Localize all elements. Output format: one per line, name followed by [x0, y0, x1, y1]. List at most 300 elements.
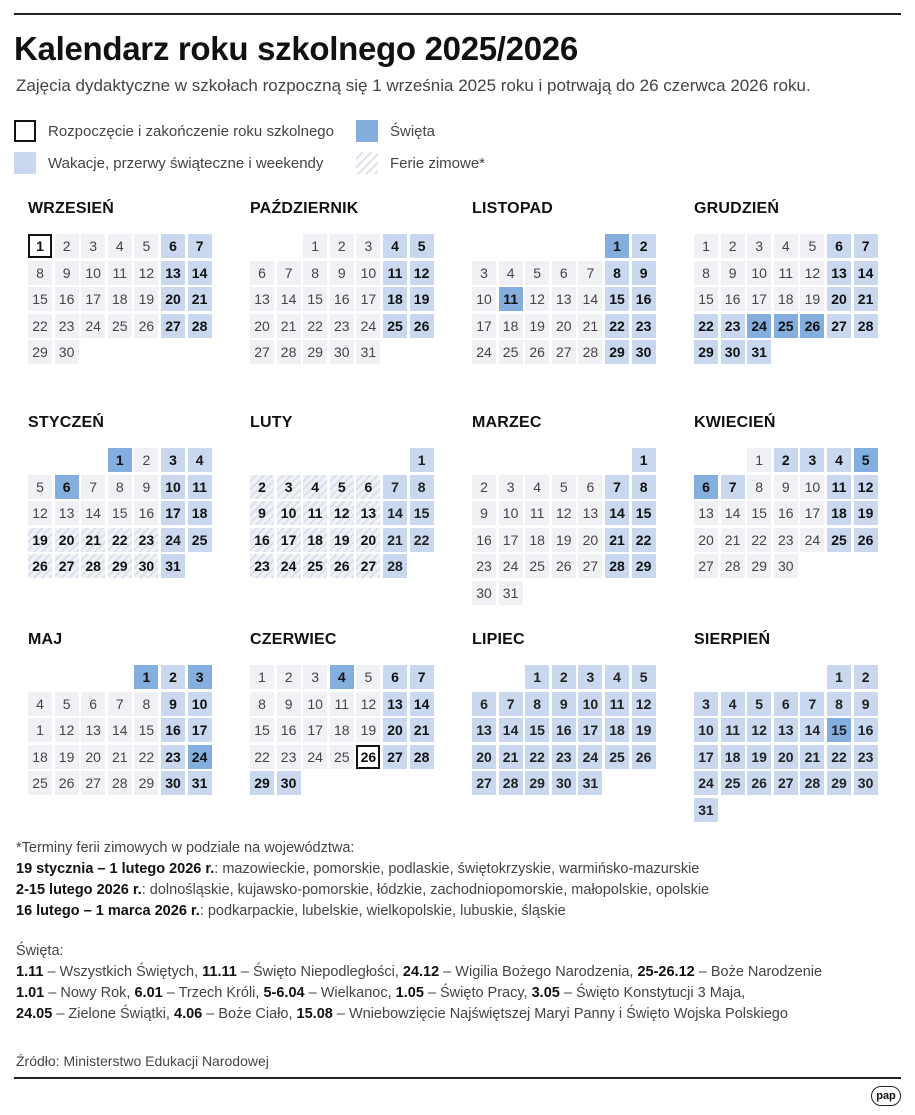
day-cell: 14 — [277, 287, 301, 311]
day-cell: 2 — [552, 665, 576, 689]
top-rule — [14, 13, 901, 15]
day-cell: 7 — [81, 475, 105, 499]
day-cell: 29 — [525, 771, 549, 795]
day-cell: 26 — [410, 314, 434, 338]
legend-label: Ferie zimowe* — [390, 154, 486, 172]
ferie-dates: 16 lutego – 1 marca 2026 r. — [16, 903, 200, 919]
day-cell: 28 — [188, 314, 212, 338]
day-cell: 4 — [108, 234, 132, 258]
holiday-list — [16, 941, 822, 1025]
holiday-name: – Boże Ciało, — [202, 1006, 297, 1022]
day-cell: 21 — [721, 528, 745, 552]
day-cell: 18 — [303, 528, 327, 552]
holiday-name: – Święto Niepodległości, — [236, 964, 403, 980]
holiday-date: 6.01 — [134, 985, 163, 1001]
day-cell: 15 — [694, 287, 718, 311]
day-cell: 10 — [499, 501, 523, 525]
month-march — [472, 414, 662, 601]
legend-holidays — [356, 120, 435, 142]
day-cell: 9 — [774, 475, 798, 499]
day-cell: 26 — [632, 745, 656, 769]
day-cell: 7 — [410, 665, 434, 689]
day-cell: 6 — [552, 261, 576, 285]
day-cell: 24 — [694, 771, 718, 795]
day-cell: 26 — [28, 554, 52, 578]
day-cell: 10 — [303, 692, 327, 716]
month-name: PAŹDZIERNIK — [250, 200, 359, 217]
day-cell: 30 — [721, 340, 745, 364]
holiday-date: 25-26.12 — [637, 964, 695, 980]
day-cell: 4 — [330, 665, 354, 689]
day-cell: 7 — [578, 261, 602, 285]
day-cell: 22 — [303, 314, 327, 338]
day-cell: 14 — [578, 287, 602, 311]
day-cell: 14 — [81, 501, 105, 525]
month-name: CZERWIEC — [250, 631, 337, 648]
day-cell: 3 — [188, 665, 212, 689]
holiday-date: 24.12 — [402, 964, 440, 980]
day-cell: 9 — [721, 261, 745, 285]
day-cell: 13 — [472, 718, 496, 742]
day-cell: 15 — [632, 501, 656, 525]
day-cell: 19 — [410, 287, 434, 311]
day-cell: 10 — [188, 692, 212, 716]
day-cell: 27 — [356, 554, 380, 578]
day-cell: 20 — [774, 745, 798, 769]
day-cell: 12 — [854, 475, 878, 499]
day-cell: 26 — [800, 314, 824, 338]
day-cell: 6 — [356, 475, 380, 499]
day-cell: 16 — [472, 528, 496, 552]
day-cell: 3 — [303, 665, 327, 689]
month-name: LIPIEC — [472, 631, 525, 648]
day-cell: 8 — [303, 261, 327, 285]
day-cell: 22 — [134, 745, 158, 769]
day-cell: 28 — [108, 771, 132, 795]
day-cell: 25 — [605, 745, 629, 769]
day-cell: 24 — [499, 554, 523, 578]
day-cell: 16 — [721, 287, 745, 311]
day-cell: 27 — [552, 340, 576, 364]
month-july — [472, 631, 662, 792]
holiday-date: 1.01 — [16, 985, 45, 1001]
day-cell: 21 — [499, 745, 523, 769]
month-name: KWIECIEŃ — [694, 414, 776, 431]
holiday-swatch-icon — [356, 120, 378, 142]
month-april — [694, 414, 884, 575]
day-cell: 14 — [800, 718, 824, 742]
day-cell: 2 — [632, 234, 656, 258]
day-cell: 9 — [161, 692, 185, 716]
day-cell: 14 — [108, 718, 132, 742]
day-cell: 10 — [578, 692, 602, 716]
day-cell: 11 — [383, 261, 407, 285]
legend-label: Rozpoczęcie i zakończenie roku szkolnego — [48, 122, 334, 140]
day-cell: 13 — [81, 718, 105, 742]
day-cell: 24 — [81, 314, 105, 338]
day-cell: 30 — [134, 554, 158, 578]
day-cell: 2 — [250, 475, 274, 499]
day-cell: 28 — [81, 554, 105, 578]
day-cell: 28 — [578, 340, 602, 364]
day-cell: 30 — [277, 771, 301, 795]
day-cell: 28 — [277, 340, 301, 364]
day-cell: 21 — [854, 287, 878, 311]
day-cell: 31 — [499, 581, 523, 605]
month-name: GRUDZIEŃ — [694, 200, 780, 217]
day-cell: 23 — [721, 314, 745, 338]
day-cell: 4 — [188, 448, 212, 472]
day-cell: 17 — [578, 718, 602, 742]
day-cell: 18 — [188, 501, 212, 525]
day-cell: 18 — [827, 501, 851, 525]
day-cell: 29 — [827, 771, 851, 795]
day-cell: 28 — [721, 554, 745, 578]
day-cell: 25 — [383, 314, 407, 338]
day-cell: 30 — [632, 340, 656, 364]
day-cell: 18 — [499, 314, 523, 338]
day-cell: 8 — [694, 261, 718, 285]
day-cell: 4 — [721, 692, 745, 716]
month-name: MARZEC — [472, 414, 542, 431]
day-cell: 15 — [108, 501, 132, 525]
day-cell: 28 — [854, 314, 878, 338]
day-cell: 6 — [55, 475, 79, 499]
holiday-name: – Wielkanoc, — [304, 985, 396, 1001]
day-cell: 24 — [303, 745, 327, 769]
day-cell: 19 — [854, 501, 878, 525]
holiday-name: – Trzech Króli, — [162, 985, 264, 1001]
day-cell: 12 — [800, 261, 824, 285]
day-cell: 5 — [55, 692, 79, 716]
day-cell: 1 — [827, 665, 851, 689]
day-cell: 17 — [472, 314, 496, 338]
day-cell: 26 — [356, 745, 380, 769]
day-cell: 24 — [356, 314, 380, 338]
day-cell: 18 — [28, 745, 52, 769]
day-cell: 27 — [774, 771, 798, 795]
month-october — [250, 200, 440, 361]
month-november — [472, 200, 662, 361]
month-september — [28, 200, 218, 361]
day-cell: 29 — [250, 771, 274, 795]
day-cell: 3 — [81, 234, 105, 258]
day-cell: 25 — [774, 314, 798, 338]
day-cell: 9 — [277, 692, 301, 716]
day-cell: 21 — [578, 314, 602, 338]
day-cell: 30 — [330, 340, 354, 364]
day-cell: 3 — [747, 234, 771, 258]
day-cell: 4 — [383, 234, 407, 258]
day-cell: 29 — [747, 554, 771, 578]
day-cell: 19 — [632, 718, 656, 742]
day-cell: 2 — [854, 665, 878, 689]
day-cell: 24 — [277, 554, 301, 578]
holiday-name: – Wniebowzięcie Najświętszej Maryi Panny i Święto Wojska Polskiego — [332, 1006, 788, 1022]
day-cell: 21 — [383, 528, 407, 552]
day-cell: 5 — [854, 448, 878, 472]
day-cell: 4 — [499, 261, 523, 285]
day-cell: 9 — [854, 692, 878, 716]
day-cell: 23 — [330, 314, 354, 338]
day-cell: 27 — [81, 771, 105, 795]
day-cell: 3 — [356, 234, 380, 258]
day-cell: 22 — [250, 745, 274, 769]
day-cell: 10 — [277, 501, 301, 525]
month-name: WRZESIEŃ — [28, 200, 115, 217]
day-cell: 10 — [694, 718, 718, 742]
day-cell: 3 — [578, 665, 602, 689]
day-cell: 20 — [81, 745, 105, 769]
day-cell: 26 — [330, 554, 354, 578]
day-cell: 13 — [827, 261, 851, 285]
day-cell: 16 — [161, 718, 185, 742]
day-cell: 11 — [827, 475, 851, 499]
day-cell: 14 — [605, 501, 629, 525]
ferie-regions: : mazowieckie, pomorskie, podlaskie, świętokrzyskie, warmińsko-mazurskie — [214, 861, 700, 877]
day-cell: 1 — [134, 665, 158, 689]
day-cell: 3 — [800, 448, 824, 472]
day-cell: 6 — [827, 234, 851, 258]
day-cell: 26 — [55, 771, 79, 795]
day-cell: 18 — [605, 718, 629, 742]
month-name: LISTOPAD — [472, 200, 554, 217]
day-cell: 30 — [55, 340, 79, 364]
day-cell: 13 — [161, 261, 185, 285]
day-cell: 26 — [854, 528, 878, 552]
day-cell: 27 — [694, 554, 718, 578]
day-cell: 5 — [356, 665, 380, 689]
day-cell: 11 — [499, 287, 523, 311]
day-cell: 2 — [472, 475, 496, 499]
page-subtitle: Zajęcia dydaktyczne w szkołach rozpoczną się 1 września 2025 roku i potrwają do 26 czerwca 2026 roku. — [16, 76, 811, 95]
source-note: Źródło: Ministerstwo Edukacji Narodowej — [16, 1053, 269, 1069]
day-cell: 23 — [55, 314, 79, 338]
day-cell: 18 — [108, 287, 132, 311]
day-cell: 2 — [134, 448, 158, 472]
day-cell: 16 — [552, 718, 576, 742]
day-cell: 24 — [161, 528, 185, 552]
day-cell: 8 — [747, 475, 771, 499]
day-cell: 29 — [28, 340, 52, 364]
day-cell: 13 — [578, 501, 602, 525]
day-cell: 1 — [303, 234, 327, 258]
outline-square-icon — [14, 120, 36, 142]
day-cell: 15 — [410, 501, 434, 525]
day-cell: 11 — [605, 692, 629, 716]
ferie-notes — [16, 838, 709, 922]
legend-ferie — [356, 152, 485, 174]
day-cell: 28 — [383, 554, 407, 578]
day-cell: 24 — [578, 745, 602, 769]
month-name: LUTY — [250, 414, 293, 431]
holiday-list-heading: Święta: — [16, 943, 64, 959]
day-cell: 7 — [383, 475, 407, 499]
day-cell: 7 — [721, 475, 745, 499]
day-cell: 8 — [605, 261, 629, 285]
day-cell: 2 — [721, 234, 745, 258]
day-cell: 22 — [410, 528, 434, 552]
day-cell: 12 — [632, 692, 656, 716]
day-cell: 28 — [499, 771, 523, 795]
holiday-name: – Zielone Świątki, — [52, 1006, 174, 1022]
day-cell: 12 — [28, 501, 52, 525]
day-cell: 18 — [721, 745, 745, 769]
day-cell: 31 — [188, 771, 212, 795]
day-cell: 15 — [134, 718, 158, 742]
day-cell: 15 — [605, 287, 629, 311]
day-cell: 7 — [605, 475, 629, 499]
day-cell: 19 — [28, 528, 52, 552]
ferie-dates: 2-15 lutego 2026 r. — [16, 882, 142, 898]
day-cell: 1 — [632, 448, 656, 472]
day-cell: 17 — [356, 287, 380, 311]
day-cell: 20 — [472, 745, 496, 769]
day-cell: 8 — [250, 692, 274, 716]
day-cell: 21 — [800, 745, 824, 769]
day-cell: 2 — [277, 665, 301, 689]
day-cell: 9 — [632, 261, 656, 285]
day-cell: 9 — [250, 501, 274, 525]
day-cell: 23 — [472, 554, 496, 578]
day-cell: 14 — [854, 261, 878, 285]
legend-label: Wakacje, przerwy świąteczne i weekendy — [48, 154, 324, 172]
day-cell: 15 — [250, 718, 274, 742]
day-cell: 22 — [525, 745, 549, 769]
holiday-name: – Nowy Rok, — [44, 985, 135, 1001]
day-cell: 14 — [188, 261, 212, 285]
day-cell: 16 — [774, 501, 798, 525]
day-cell: 20 — [250, 314, 274, 338]
day-cell: 24 — [800, 528, 824, 552]
month-name: SIERPIEŃ — [694, 631, 771, 648]
day-cell: 25 — [303, 554, 327, 578]
day-cell: 12 — [747, 718, 771, 742]
day-cell: 23 — [854, 745, 878, 769]
day-cell: 3 — [472, 261, 496, 285]
day-cell: 24 — [747, 314, 771, 338]
day-cell: 12 — [134, 261, 158, 285]
holiday-name: – Święto Konstytucji 3 Maja, — [559, 985, 746, 1001]
day-cell: 7 — [499, 692, 523, 716]
pap-logo-icon: pap — [871, 1086, 901, 1106]
day-cell: 7 — [800, 692, 824, 716]
day-cell: 19 — [55, 745, 79, 769]
holiday-date: 24.05 — [16, 1006, 53, 1022]
day-cell: 20 — [552, 314, 576, 338]
day-cell: 29 — [134, 771, 158, 795]
month-august — [694, 631, 884, 818]
day-cell: 27 — [827, 314, 851, 338]
day-cell: 28 — [410, 745, 434, 769]
day-cell: 1 — [694, 234, 718, 258]
day-cell: 22 — [632, 528, 656, 552]
day-cell: 19 — [747, 745, 771, 769]
month-june — [250, 631, 440, 792]
holiday-date: 1.05 — [395, 985, 424, 1001]
day-cell: 27 — [161, 314, 185, 338]
day-cell: 29 — [694, 340, 718, 364]
day-cell: 31 — [578, 771, 602, 795]
day-cell: 12 — [525, 287, 549, 311]
day-cell: 5 — [747, 692, 771, 716]
holiday-name: – Boże Narodzenie — [694, 964, 823, 980]
day-cell: 1 — [28, 234, 52, 258]
holiday-date: 5-6.04 — [263, 985, 305, 1001]
day-cell: 20 — [356, 528, 380, 552]
striped-swatch-icon — [356, 152, 378, 174]
day-cell: 10 — [356, 261, 380, 285]
day-cell: 20 — [383, 718, 407, 742]
day-cell: 26 — [525, 340, 549, 364]
day-cell: 6 — [694, 475, 718, 499]
day-cell: 23 — [250, 554, 274, 578]
day-cell: 1 — [108, 448, 132, 472]
day-cell: 29 — [303, 340, 327, 364]
day-cell: 18 — [525, 528, 549, 552]
day-cell: 10 — [472, 287, 496, 311]
day-cell: 23 — [277, 745, 301, 769]
day-cell: 5 — [632, 665, 656, 689]
day-cell: 12 — [410, 261, 434, 285]
day-cell: 15 — [747, 501, 771, 525]
day-cell: 21 — [605, 528, 629, 552]
day-cell: 31 — [356, 340, 380, 364]
day-cell: 13 — [383, 692, 407, 716]
day-cell: 20 — [578, 528, 602, 552]
day-cell: 18 — [330, 718, 354, 742]
day-cell: 16 — [330, 287, 354, 311]
day-cell: 18 — [383, 287, 407, 311]
day-cell: 1 — [28, 718, 52, 742]
day-cell: 4 — [827, 448, 851, 472]
day-cell: 9 — [552, 692, 576, 716]
day-cell: 5 — [330, 475, 354, 499]
day-cell: 20 — [55, 528, 79, 552]
day-cell: 20 — [827, 287, 851, 311]
month-may — [28, 631, 218, 792]
holiday-date: 3.05 — [531, 985, 560, 1001]
day-cell: 11 — [188, 475, 212, 499]
day-cell: 19 — [356, 718, 380, 742]
day-cell: 19 — [330, 528, 354, 552]
day-cell: 16 — [134, 501, 158, 525]
legend-start-end — [14, 120, 334, 142]
day-cell: 22 — [108, 528, 132, 552]
holiday-name: – Wszystkich Świętych, — [43, 964, 203, 980]
legend-label: Święta — [390, 122, 436, 140]
day-cell: 17 — [694, 745, 718, 769]
holiday-date: 11.11 — [202, 964, 237, 980]
bottom-rule — [14, 1077, 901, 1079]
day-cell: 5 — [525, 261, 549, 285]
day-cell: 6 — [774, 692, 798, 716]
day-cell: 1 — [525, 665, 549, 689]
day-cell: 16 — [250, 528, 274, 552]
day-cell: 2 — [55, 234, 79, 258]
day-cell: 14 — [499, 718, 523, 742]
day-cell: 16 — [277, 718, 301, 742]
day-cell: 7 — [108, 692, 132, 716]
day-cell: 30 — [161, 771, 185, 795]
month-december — [694, 200, 884, 361]
day-cell: 10 — [747, 261, 771, 285]
month-name: STYCZEŃ — [28, 414, 105, 431]
day-cell: 8 — [410, 475, 434, 499]
day-cell: 27 — [55, 554, 79, 578]
day-cell: 4 — [28, 692, 52, 716]
page-title: Kalendarz roku szkolnego 2025/2026 — [14, 30, 578, 67]
